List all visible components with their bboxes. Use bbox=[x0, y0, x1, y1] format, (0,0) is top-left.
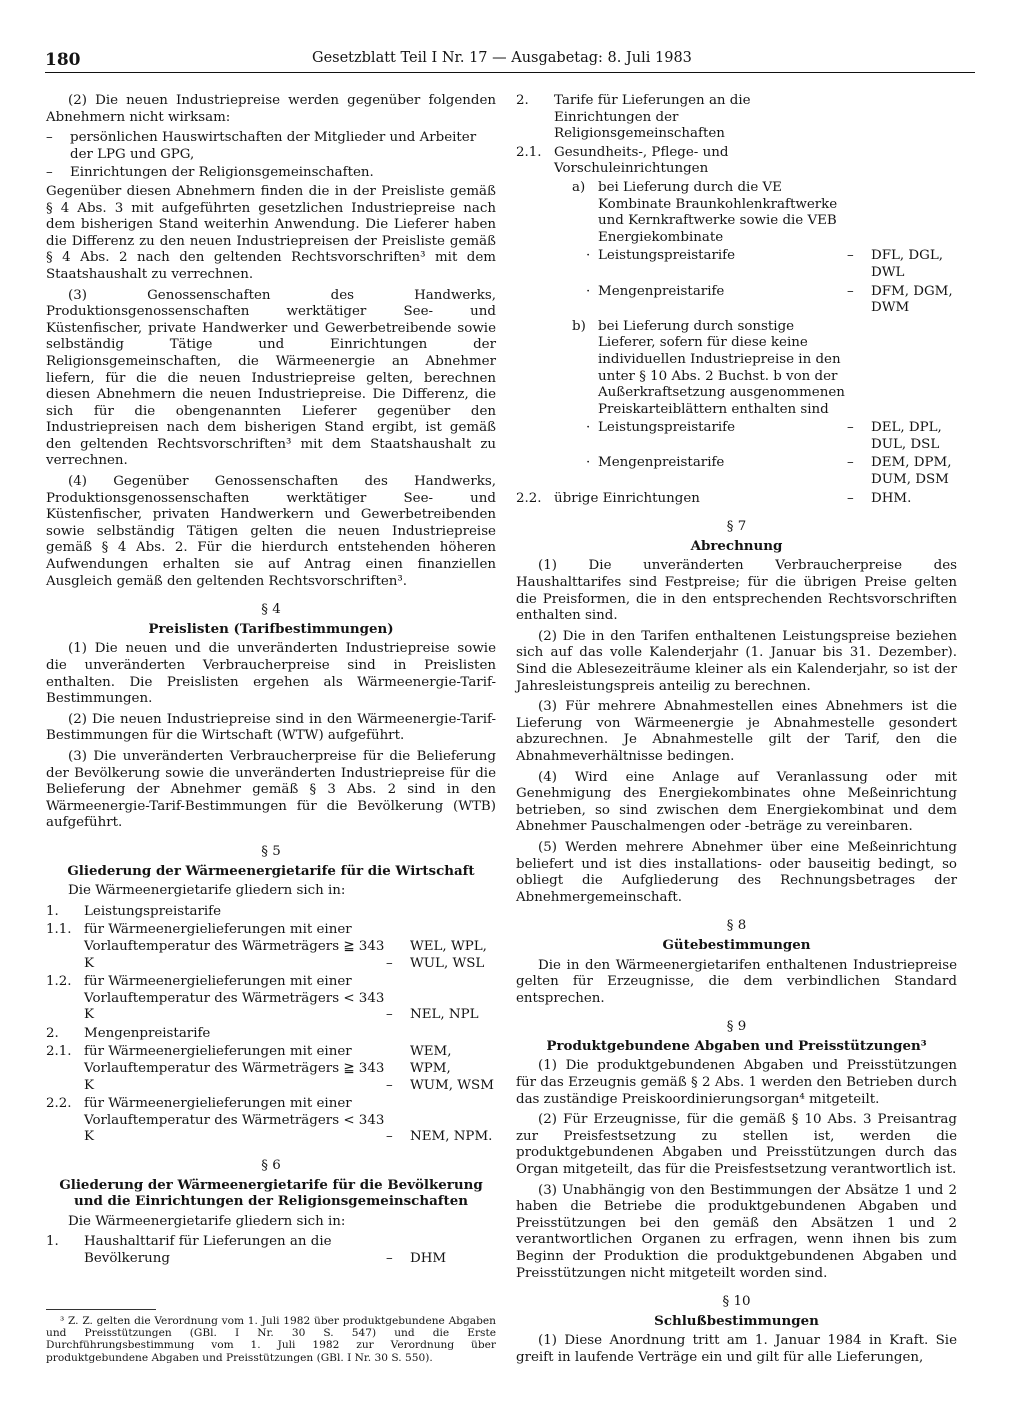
section-heading: Produktgebundene Abgaben und Preisstützungen³ bbox=[546, 1037, 927, 1054]
section-heading: Abrechnung bbox=[690, 537, 783, 554]
paragraph: (2) Die in den Tarifen enthaltenen Leistungspreise beziehen sich auf das volle Kalenderjahr (1. Januar bis 31. Dezember). Sind die Ablesezeiträume kleiner als ein Kalenderjahr, so ist der Jahresleistungspreis anteilig zu berechnen. bbox=[516, 628, 957, 694]
section-number: § 10 bbox=[722, 1294, 751, 1310]
dash-item: – persönlichen Hauswirtschaften der Mitglieder und Arbeiter der LPG und GPG, bbox=[46, 130, 477, 162]
tariff-item: 2.2. übrige Einrichtungen – DHM. bbox=[516, 490, 912, 506]
paragraph: (2) Die neuen Industriepreise sind in den Wärmeenergie-Tarif-Bestimmungen für die Wirtschaft (WTW) aufgeführt. bbox=[46, 711, 496, 744]
left-column bbox=[46, 93, 496, 1270]
tariff-item: 2.2. für Wärmeenergielieferungen mit einer Vorlauftemperatur des Wärmeträgers < 343 K – NEM, NPM. bbox=[46, 1096, 493, 1145]
right-column bbox=[516, 93, 957, 1371]
paragraph: (2) Die neuen Industriepreise werden gegenüber folgenden Abnehmern nicht wirksam: bbox=[46, 93, 496, 125]
paragraph: (1) Die unveränderten Verbraucherpreise des Haushalttarifes sind Festpreise; für die übrigen Preise gelten die Preisformen, die in den entsprechenden Rechtsvorschriften enthalten sind. bbox=[516, 558, 957, 624]
footnote-rule bbox=[46, 1309, 156, 1310]
paragraph: Die Wärmeenergietarife gliedern sich in: bbox=[68, 883, 346, 899]
tariff-subitem: a) bei Lieferung durch die VE Kombinate Braunkohlenkraftwerke und Kernkraftwerke sowie die VEB Energiekombinate bbox=[572, 179, 838, 245]
paragraph: (4) Wird eine Anlage auf Veranlassung oder mit Genehmigung des Energiekombinates ohne Meßeinrichtung betrieben, so sind zwischen dem Energiekombinat und dem Abnehmer Pauschalmengen oder -beträge zu vereinbaren. bbox=[516, 769, 957, 835]
tariff-bullet: · Mengenpreistarife – DFM, DGM, DWM bbox=[586, 283, 953, 316]
page-number: 180 bbox=[45, 50, 81, 70]
tariff-item: 1. Haushalttarif für Lieferungen an die Bevölkerung – DHM bbox=[46, 1234, 447, 1266]
paragraph: (1) Die neuen und die unveränderten Industriepreise sowie die unveränderten Verbraucherpreise sind in Preislisten enthalten. Die Preislisten ergehen als Wärmeenergie-Tarif-Bestimmungen. bbox=[46, 641, 496, 707]
paragraph: (3) Genossenschaften des Handwerks, Produktionsgenossenschaften werktätiger See- und Küstenfischer, private Handwerker und Gewerbetreibende sowie selbständig Tätige und Einrichtungen der Religionsgemeinschaften, die Wärmeenergie an Abnehmer liefern, für die die neuen Industriepreise gelten, berechnen diesen Abnehmern die neuen Industriepreise. Die Differenz, die sich für die obengenannten Lieferer gegenüber den Industriepreisen nach dem bisherigen Stand ergibt, ist gemäß den geltenden Rechtsvorschriften³ mit dem Staatshaushalt zu verrechnen. bbox=[46, 287, 496, 469]
dash-item: – Einrichtungen der Religionsgemeinschaften. bbox=[46, 165, 374, 181]
tariff-item: 1.1. für Wärmeenergielieferungen mit einer Vorlauftemperatur des Wärmeträgers ≧ 343 K – WEL, WPL, WUL, WSL bbox=[46, 922, 487, 971]
footnote: ³ Z. Z. gelten die Verordnung vom 1. Juli 1982 über produktgebundene Abgaben und Preisstützungen (GBl. I Nr. 30 S. 547) und die Erste Durchführungsbestimmung vom 1. Juli 1982 zur Verordnung über produktgebundene Abgaben und Preisstützungen (GBl. I Nr. 30 S. 550). bbox=[46, 1315, 496, 1364]
paragraph: (1) Die produktgebundenen Abgaben und Preisstützungen für das Erzeugnis gemäß § 2 Abs. 1 werden den Betrieben durch das zuständige Preiskoordinierungsorgan⁴ mitgeteilt. bbox=[516, 1058, 957, 1107]
tariff-bullet: · Leistungspreistarife – DEL, DPL, DUL, DSL bbox=[586, 420, 942, 452]
paragraph: (4) Gegenüber Genossenschaften des Handwerks, Produktionsgenossenschaften werktätiger See- und Küstenfischer, privaten Handwerkern und Gewerbetreibenden sowie selbständig Tätigen gelten die neuen Industriepreise gemäß § 4 Abs. 2. Für die hierdurch entstehenden höheren Aufwendungen erhalten sie auf Antrag einen finanziellen Ausgleich gemäß den geltenden Rechtsvorschriften³. bbox=[46, 474, 496, 589]
section-number: § 9 bbox=[726, 1019, 747, 1035]
section-heading: Schlußbestimmungen bbox=[654, 1312, 819, 1329]
paragraph: Die in den Wärmeenergietarifen enthaltenen Industriepreise gelten für Erzeugnisse, die dem verbindlichen Standard entsprechen. bbox=[516, 957, 957, 1006]
tariff-item: 2.1. Gesundheits-, Pflege- und Vorschuleinrichtungen bbox=[516, 144, 729, 177]
tariff-list bbox=[46, 904, 496, 1146]
section-number: § 5 bbox=[261, 843, 281, 859]
paragraph: (2) Für Erzeugnisse, für die gemäß § 10 Abs. 3 Preisantrag zur Preisfestsetzung zu stellen ist, werden die produktgebundenen Abgaben und Preisstützungen durch das Organ mitgeteilt, das für die Preisfestsetzung verantwortlich ist. bbox=[516, 1112, 957, 1178]
section-number: § 6 bbox=[261, 1158, 281, 1174]
tariff-item: 2. Tarife für Lieferungen an die Einrichtungen der Religionsgemeinschaften bbox=[516, 93, 751, 142]
paragraph: (3) Die unveränderten Verbraucherpreise für die Belieferung der Bevölkerung sowie die unveränderten Industriepreise für die Belieferung der Abnehmer gemäß § 3 Abs. 2 sind in den Wärmeenergie-Tarif-Bestimmungen für die Bevölkerung (WTB) aufgeführt. bbox=[46, 748, 496, 831]
section-number: § 8 bbox=[726, 918, 747, 934]
paragraph: Gegenüber diesen Abnehmern finden die in der Preisliste gemäß § 4 Abs. 3 mit aufgeführten gesetzlichen Industriepreise nach dem bisherigen Stand weiterhin Anwendung. Die Lieferer haben die Differenz zu den neuen Industriepreisen der Preisliste gemäß § 4 Abs. 2 nach den geltenden Rechtsvorschriften³ mit dem Staatshaushalt zu verrechnen. bbox=[46, 183, 496, 282]
tariff-item: 2. Mengenpreistarife bbox=[46, 1025, 211, 1041]
tariff-item: 1.2. für Wärmeenergielieferungen mit einer Vorlauftemperatur des Wärmeträgers < 343 K – NEL, NPL bbox=[46, 974, 479, 1023]
section-number: § 7 bbox=[726, 519, 747, 535]
tariff-item: 1. Leistungspreistarife bbox=[46, 903, 222, 919]
paragraph: (3) Unabhängig von den Bestimmungen der Absätze 1 und 2 haben die Betriebe die produktgebundenen Abgaben und Preisstützungen bei den gemäß den Absätzen 1 und 2 verantwortlichen Organen zu erfragen, wenn ihnen bis zum Beginn der Produktion die produktgebundenen Abgaben und Preisstützungen nicht mitgeteilt worden sind. bbox=[516, 1182, 957, 1281]
paragraph: (1) Diese Anordnung tritt am 1. Januar 1984 in Kraft. Sie greift in laufende Verträge ein und gilt für alle Lieferungen, bbox=[516, 1333, 957, 1365]
paragraph: (3) Für mehrere Abnahmestellen eines Abnehmers ist die Lieferung von Wärmeenergie je Abnahmestelle gesondert abzurechnen. Je Abnahmestelle gilt der Tarif, den die Abnahmeverhältnisse bedingen. bbox=[516, 699, 957, 764]
page-header bbox=[45, 38, 975, 78]
header-rule bbox=[45, 72, 975, 73]
section-heading: Gliederung der Wärmeenergietarife für die Bevölkerung und die Einrichtungen der Religionsgemeinschaften bbox=[59, 1176, 483, 1210]
section-heading: Gütebestimmungen bbox=[662, 936, 811, 953]
tariff-bullet: · Leistungspreistarife – DFL, DGL, DWL bbox=[586, 248, 944, 280]
section-number: § 4 bbox=[261, 602, 281, 618]
tariff-item: 2.1. für Wärmeenergielieferungen mit einer Vorlauftemperatur des Wärmeträgers ≧ 343 K – WEM, WPM, WUM, WSM bbox=[46, 1044, 494, 1093]
tariff-bullet: · Mengenpreistarife – DEM, DPM, DUM, DSM bbox=[586, 455, 952, 488]
tariff-subitem: b) bei Lieferung durch sonstige Lieferer, sofern für diese keine individuellen Industriepreise in den unter § 10 Abs. 2 Buchst. b von der Außerkraftsetzung ausgenommenen Preiskarteiblättern enthalten sind bbox=[572, 318, 845, 417]
running-title: Gesetzblatt Teil I Nr. 17 — Ausgabetag: 8. Juli 1983 bbox=[312, 50, 692, 66]
section-heading: Preislisten (Tarifbestimmungen) bbox=[148, 620, 394, 637]
paragraph: Die Wärmeenergietarife gliedern sich in: bbox=[68, 1213, 346, 1229]
section-heading: Gliederung der Wärmeenergietarife für die Wirtschaft bbox=[67, 862, 475, 879]
paragraph: (5) Werden mehrere Abnehmer über eine Meßeinrichtung beliefert und ist dies installations- oder bauseitig bedingt, so obliegt die Aufgliederung des Rechnungsbetrages der Abnehmergemeinschaft. bbox=[516, 839, 957, 905]
